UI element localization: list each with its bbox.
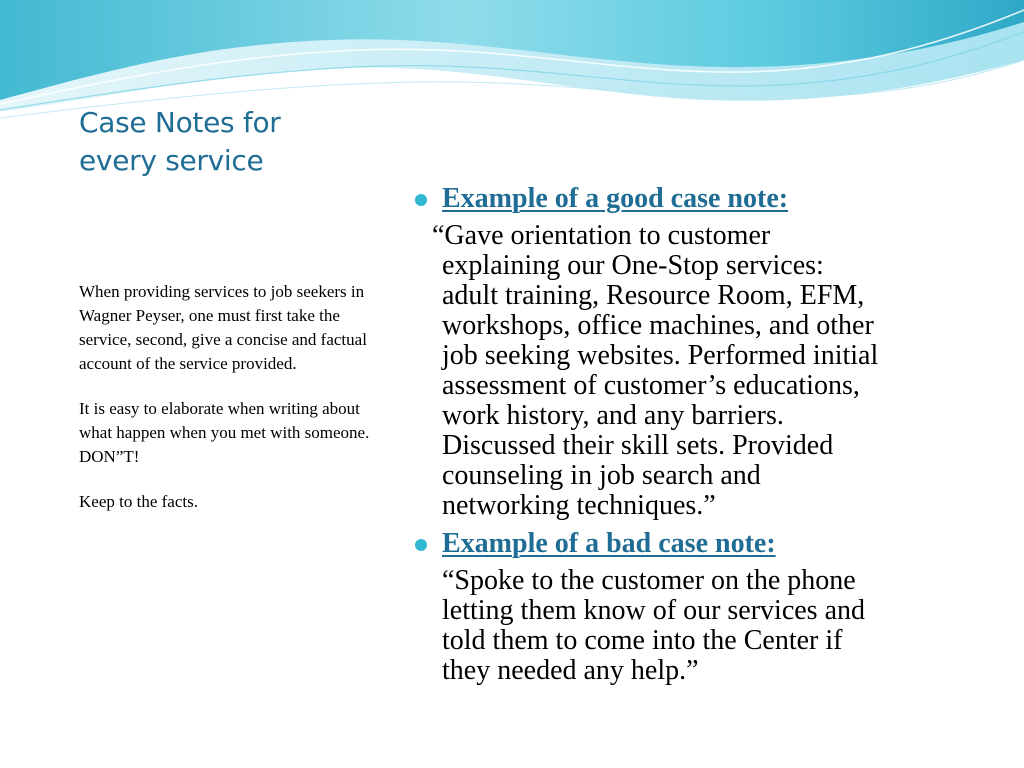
left-text-column (79, 280, 389, 535)
right-content-column (412, 184, 992, 686)
bullet-heading-good: Example of a good case note: (442, 183, 789, 214)
left-paragraph: When providing services to job seekers in Wagner Peyser, one must first take the service, second, give a concise and factual account of the service provided. (79, 282, 367, 373)
slide-title-line-2: every service (79, 144, 264, 177)
bullet-item-good (412, 184, 992, 214)
good-case-note-quote: “Gave orientation to customer explaining our One-Stop services: adult training, Resource Room, EFM, workshops, office machines, and other job seeking websites. Performed initial assessment of customer’s educations, work history, and any barriers. Discussed their skill sets. Provided counseling in job search and networking techniques.” (432, 220, 879, 521)
left-paragraph: Keep to the facts. (79, 492, 198, 511)
bullet-dot-icon (415, 539, 427, 551)
slide-title-line-1: Case Notes for (79, 106, 281, 139)
left-paragraph: It is easy to elaborate when writing about what happen when you met with someone. DON”T! (79, 399, 370, 466)
bullet-item-bad (412, 529, 992, 559)
bad-case-note-quote: “Spoke to the customer on the phone letting them know of our services and told them to come into the Center if they needed any help.” (442, 565, 866, 686)
slide-title (79, 104, 409, 180)
bullet-heading-bad: Example of a bad case note: (442, 528, 776, 559)
bullet-dot-icon (415, 194, 427, 206)
